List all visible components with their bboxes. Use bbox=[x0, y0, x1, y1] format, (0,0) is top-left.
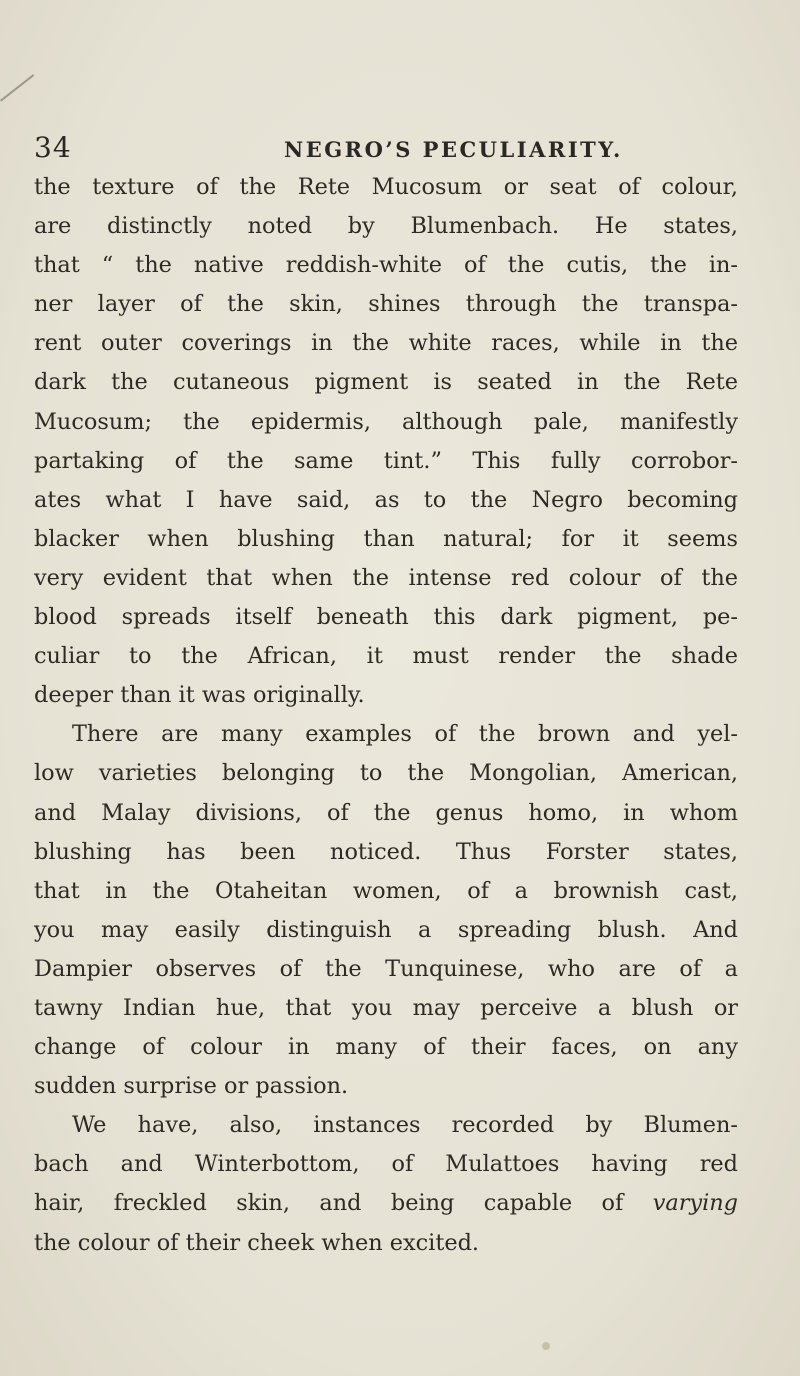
text-line-with-italic bbox=[34, 1184, 738, 1223]
text-line: that in the Otaheitan women, of a brownish cast, bbox=[34, 877, 738, 904]
text-line: tawny Indian hue, that you may perceive a blush or bbox=[34, 994, 738, 1021]
page-number: 34 bbox=[34, 131, 72, 164]
text-line: ner layer of the skin, shines through the transpa- bbox=[34, 291, 738, 318]
text-line: the texture of the Rete Mucosum or seat of colour, bbox=[34, 174, 738, 200]
text-segment: hair, freckled skin, and being capable of bbox=[34, 1190, 624, 1217]
text-line: deeper than it was originally. bbox=[34, 682, 365, 709]
text-line: culiar to the African, it must render the shade bbox=[34, 643, 738, 670]
text-line: very evident that when the intense red colour of the bbox=[34, 564, 738, 591]
paragraph-first-line: There are many examples of the brown and yel- bbox=[72, 721, 738, 748]
page-header bbox=[34, 130, 734, 170]
running-title: NEGRO’S PECULIARITY. bbox=[284, 137, 623, 162]
text-line: Mucosum; the epidermis, although pale, manifestly bbox=[34, 408, 738, 435]
paper-speck bbox=[542, 1342, 550, 1350]
text-line: that “ the native reddish-white of the cutis, the in- bbox=[34, 252, 738, 279]
text-line: partaking of the same tint.” This fully corrobor- bbox=[34, 447, 738, 474]
body-text bbox=[34, 168, 738, 1263]
text-line: the colour of their cheek when excited. bbox=[34, 1229, 480, 1256]
text-line: Dampier observes of the Tunquinese, who are of a bbox=[34, 955, 738, 982]
text-line: rent outer coverings in the white races, while in the bbox=[34, 330, 738, 357]
text-line: blood spreads itself beneath this dark pigment, pe- bbox=[34, 604, 738, 631]
page-corner-mark bbox=[0, 74, 34, 101]
text-line: and Malay divisions, of the genus homo, in whom bbox=[34, 799, 738, 826]
text-line: change of colour in many of their faces, on any bbox=[34, 1034, 738, 1061]
text-line: blacker when blushing than natural; for it seems bbox=[34, 525, 738, 552]
text-line: sudden surprise or passion. bbox=[34, 1073, 349, 1100]
text-line: dark the cutaneous pigment is seated in the Rete bbox=[34, 369, 738, 396]
text-line: are distinctly noted by Blumenbach. He states, bbox=[34, 213, 738, 240]
text-line: low varieties belonging to the Mongolian, American, bbox=[34, 760, 738, 787]
text-line: ates what I have said, as to the Negro becoming bbox=[34, 486, 738, 513]
italic-word: varying bbox=[652, 1190, 739, 1217]
text-line: blushing has been noticed. Thus Forster states, bbox=[34, 838, 738, 865]
text-line: you may easily distinguish a spreading blush. And bbox=[34, 916, 738, 943]
paragraph-first-line: We have, also, instances recorded by Blumen- bbox=[72, 1112, 738, 1139]
text-line: bach and Winterbottom, of Mulattoes having red bbox=[34, 1151, 738, 1178]
